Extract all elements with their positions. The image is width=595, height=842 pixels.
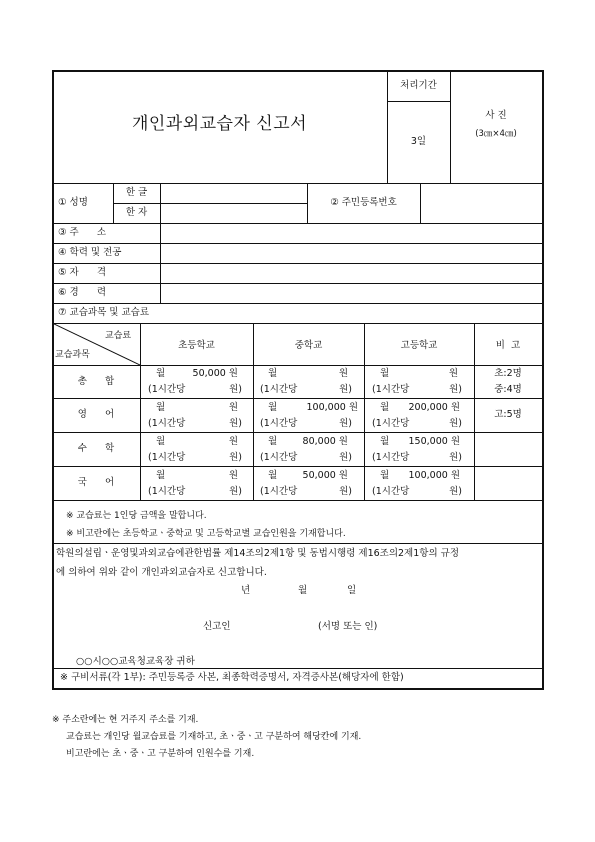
fee-month-amount: 50,000 원 [192,368,238,379]
date-month: 월 [298,585,308,596]
fee-hour-amount: 원) [339,486,352,497]
qualification-field[interactable] [161,264,541,282]
subject-english: 영 어 [77,409,115,420]
signature-label: (서명 또는 인) [318,621,378,632]
header-high: 고등학교 [400,340,438,351]
header-middle: 중학교 [294,340,323,351]
fee-hour-label: (1시간당 [148,384,186,395]
fee-hour-amount: 원) [449,384,462,395]
remarks-line1: 고:5명 [494,409,522,420]
fee-month-label: 월 [380,470,390,481]
processing-period-label: 처리기간 [400,80,437,91]
fee-hour-label: (1시간당 [148,418,186,429]
fee-month-label: 월 [380,402,390,413]
fee-hour-label: (1시간당 [148,452,186,463]
header-remarks: 비 고 [495,340,521,351]
fee-month-label: 월 [380,368,390,379]
fee-hour-amount: 원) [339,384,352,395]
qualification-label: ⑤ 자 격 [58,267,107,278]
fee-hour-label: (1시간당 [260,452,298,463]
fee-month-amount: 100,000 원 [306,402,358,413]
fee-month-label: 월 [156,436,166,447]
fee-month-label: 월 [156,368,166,379]
fee-hour-label: (1시간당 [260,486,298,497]
fee-hour-amount: 원) [229,486,242,497]
footer-line2: 교습료는 개인당 월교습료를 기재하고, 초ㆍ중ㆍ고 구분하여 해당칸에 기재. [66,732,362,742]
career-label: ⑥ 경 력 [58,287,107,298]
name-hanja-field[interactable] [161,204,306,222]
fee-hour-label: (1시간당 [372,452,410,463]
fee-month-label: 월 [268,368,278,379]
fee-hour-amount: 원) [229,384,242,395]
fee-hour-label: (1시간당 [148,486,186,497]
remarks-line1: 초:2명 [494,368,522,379]
fee-hour-amount: 원) [449,486,462,497]
fee-month-amount: 200,000 원 [408,402,460,413]
photo-size: (3㎝×4㎝) [475,129,517,139]
fee-hour-label: (1시간당 [372,486,410,497]
fee-month-label: 월 [156,470,166,481]
subject-math: 수 학 [77,443,115,454]
name-korean-label: 한 글 [125,187,148,198]
fee-hour-label: (1시간당 [260,384,298,395]
photo-area[interactable] [451,71,541,182]
fee-month-amount: 원 [228,436,238,447]
recipient: ○○시○○교육청교육장 귀하 [76,656,195,667]
fee-hour-amount: 원) [229,452,242,463]
fee-month-label: 월 [268,436,278,447]
fee-month-label: 월 [380,436,390,447]
name-hanja-label: 한 자 [125,207,148,218]
address-field[interactable] [161,224,541,242]
fee-month-label: 월 [156,402,166,413]
rrn-field[interactable] [421,184,541,222]
corner-fee-label: 교습료 [105,331,132,341]
photo-label: 사 진 [485,110,507,121]
fee-month-amount: 80,000 원 [302,436,348,447]
fee-hour-amount: 원) [339,418,352,429]
fee-month-label: 월 [268,402,278,413]
header-elementary: 초등학교 [178,340,215,351]
declaration-line1: 학원의설립ㆍ운영및과외교습에관한법률 제14조의2제1항 및 동법시행령 제16조의2제1항의 규정 [56,548,460,559]
footer-line1: ※ 주소란에는 현 거주지 주소를 기재. [52,715,199,725]
name-korean-field[interactable] [161,184,306,202]
subject-korean: 국 어 [77,477,115,488]
name-label: ① 성명 [58,197,88,208]
note-fee-per-person: ※ 교습료는 1인당 금액을 말합니다. [66,511,207,521]
attachments-note: ※ 구비서류(각 1부): 주민등록증 사본, 최종학력증명서, 자격증사본(해당자에 한함) [60,672,404,683]
rrn-label: ② 주민등록번호 [330,197,397,208]
applicant-label: 신고인 [203,621,231,632]
fee-month-amount: 원 [338,368,348,379]
education-field[interactable] [161,244,541,262]
education-label: ④ 학력 및 전공 [58,247,122,258]
form-title: 개인과외교습자 신고서 [131,114,308,134]
corner-subject-label: 교습과목 [55,350,90,360]
fee-month-label: 월 [268,470,278,481]
fee-hour-label: (1시간당 [372,384,410,395]
fee-month-amount: 50,000 원 [302,470,348,481]
fee-month-amount: 100,000 원 [408,470,460,481]
note-remarks: ※ 비고란에는 초등학교ㆍ중학교 및 고등학교별 교습인원을 기재합니다. [66,529,346,539]
fee-month-amount: 150,000 원 [408,436,460,447]
fee-hour-amount: 원) [339,452,352,463]
fee-hour-amount: 원) [229,418,242,429]
remarks-line2: 중:4명 [494,384,522,395]
processing-period-value: 3일 [410,136,427,147]
fee-hour-label: (1시간당 [260,418,298,429]
date-year: 년 [241,585,251,596]
fee-month-amount: 원 [228,402,238,413]
address-label: ③ 주 소 [58,227,107,238]
subject-total: 총 합 [77,376,115,387]
applicant-field[interactable] [240,616,316,636]
fee-month-amount: 원 [448,368,458,379]
subjects-label: ⑦ 교습과목 및 교습료 [58,307,149,318]
fee-hour-label: (1시간당 [372,418,410,429]
date-day: 일 [347,585,357,596]
declaration-line2: 에 의하여 위와 같이 개인과외교습자로 신고합니다. [56,567,267,578]
fee-hour-amount: 원) [449,452,462,463]
fee-month-amount: 원 [228,470,238,481]
career-field[interactable] [161,284,541,302]
fee-hour-amount: 원) [449,418,462,429]
footer-line3: 비고란에는 초ㆍ중ㆍ고 구분하여 인원수를 기재. [66,749,255,759]
